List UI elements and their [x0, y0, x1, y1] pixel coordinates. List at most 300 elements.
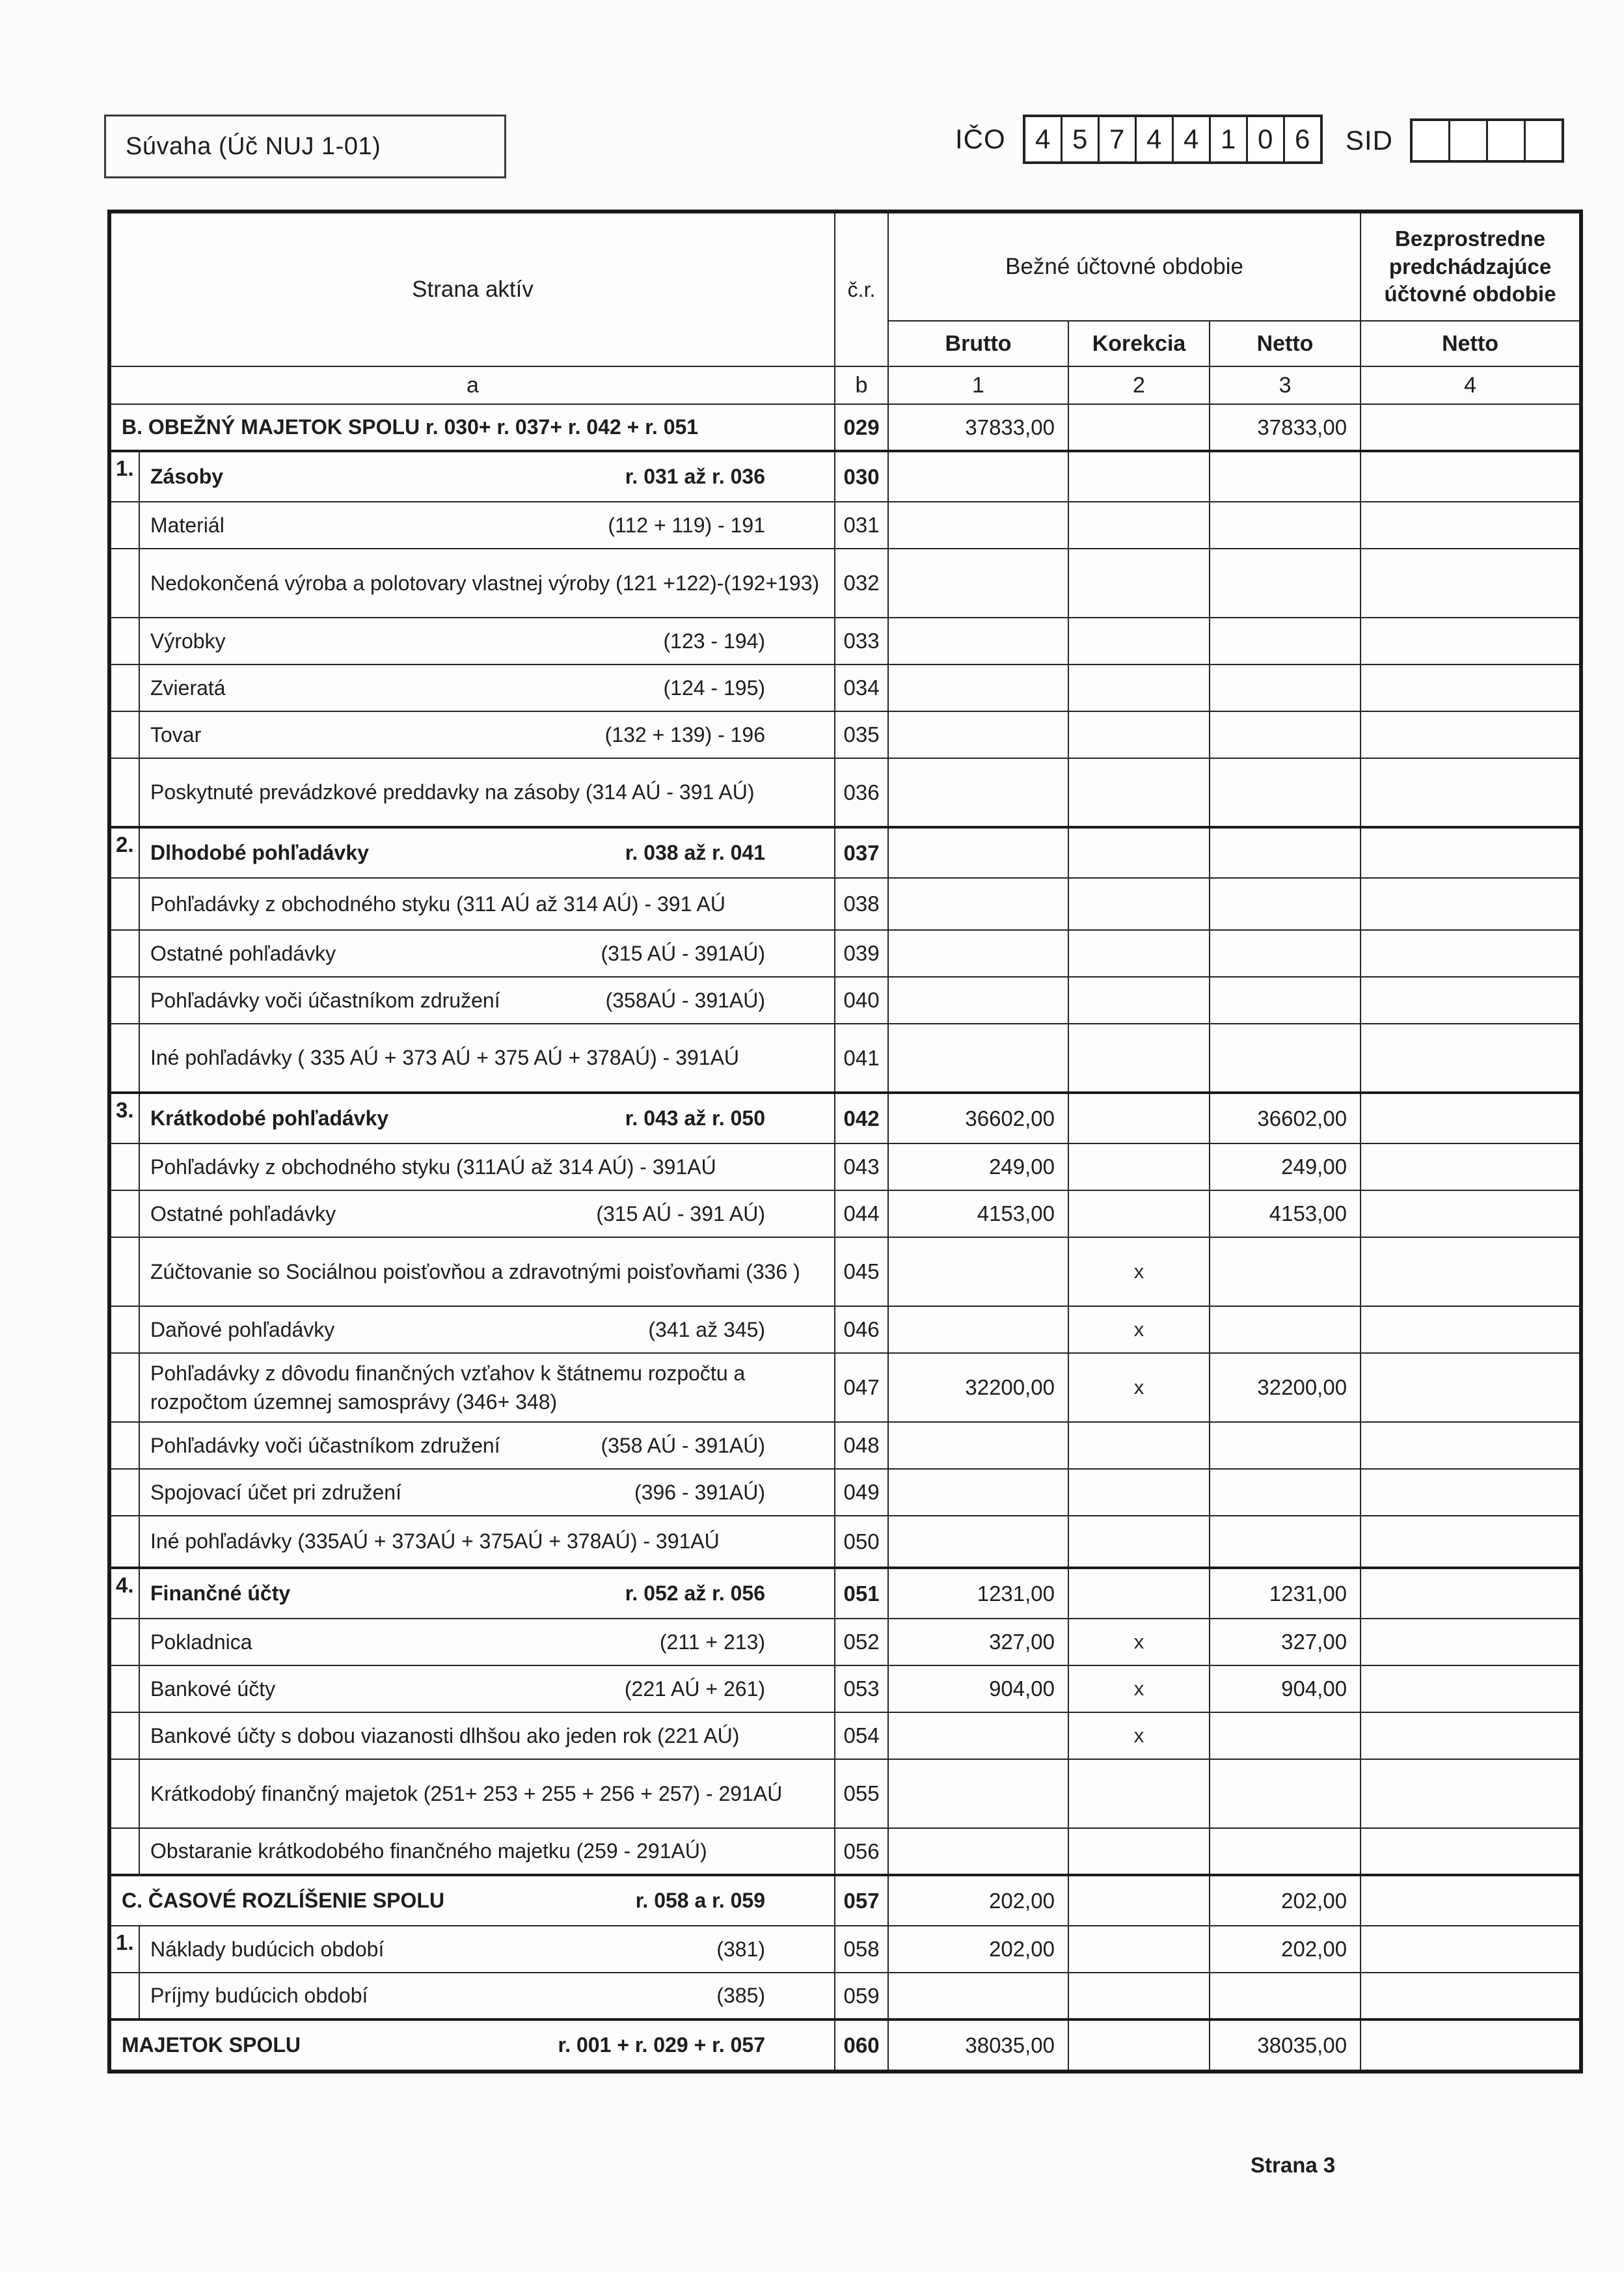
cell-netto-prev: [1360, 758, 1581, 827]
row-number: 049: [835, 1469, 888, 1516]
cell-netto: [1210, 977, 1360, 1024]
table-row: [109, 502, 1581, 549]
cell-korekcia: [1068, 1759, 1210, 1828]
row-label-flex: [150, 1779, 828, 1808]
row-group-number: [109, 1353, 139, 1422]
row-label: Zásoby: [150, 465, 224, 489]
cell-netto: 1231,00: [1210, 1568, 1360, 1619]
row-label-cell: [139, 1024, 835, 1093]
row-label-flex: [122, 413, 828, 441]
row-label-flex: [150, 838, 828, 867]
cell-netto: 249,00: [1210, 1143, 1360, 1190]
row-label-flex: [150, 1104, 828, 1132]
cell-netto: 202,00: [1210, 1926, 1360, 1973]
row-number: 047: [835, 1353, 888, 1422]
row-group-number: [109, 502, 139, 549]
cell-netto: [1210, 451, 1360, 502]
cell-netto-prev: [1360, 711, 1581, 758]
row-label-cell: [139, 827, 835, 878]
row-number: 035: [835, 711, 888, 758]
row-label-flex: [150, 939, 828, 968]
row-label-flex: [150, 1153, 828, 1181]
row-label-cell: [139, 664, 835, 711]
row-label-cell: [109, 1875, 835, 1926]
cell-netto: [1210, 1306, 1360, 1353]
row-group-number: [109, 1973, 139, 2019]
cell-brutto: [888, 1306, 1068, 1353]
cell-korekcia: [1068, 404, 1210, 451]
cell-netto: [1210, 711, 1360, 758]
row-number: 055: [835, 1759, 888, 1828]
row-label-cell: [139, 1237, 835, 1306]
row-label-cell: [139, 711, 835, 758]
ico-digit-cell: 0: [1246, 117, 1283, 161]
header-cr: č.r.: [835, 212, 888, 366]
cell-korekcia: [1068, 1516, 1210, 1568]
row-label-flex: [150, 1935, 828, 1964]
row-label-cell: [139, 1619, 835, 1665]
row-label: Materiál: [150, 513, 224, 537]
table-row: [109, 1926, 1581, 1973]
row-label-flex: [150, 1837, 828, 1865]
sid-digit-cell: [1413, 121, 1448, 160]
row-label-cell: [139, 930, 835, 977]
table-row: [109, 1353, 1581, 1422]
row-label-cell: [139, 618, 835, 664]
row-group-number: [109, 758, 139, 827]
row-group-number: [109, 1712, 139, 1759]
table-row: [109, 758, 1581, 827]
row-label-flex: [150, 720, 828, 749]
row-group-number: [109, 1024, 139, 1093]
ico-label: IČO: [955, 124, 1006, 154]
row-label: Náklady budúcich období: [150, 1937, 385, 1961]
cell-brutto: [888, 1973, 1068, 2019]
row-number: 059: [835, 1973, 888, 2019]
cell-netto: 32200,00: [1210, 1353, 1360, 1422]
sid-boxes: [1410, 118, 1564, 163]
cell-netto-prev: [1360, 1568, 1581, 1619]
table-row: [109, 1875, 1581, 1926]
cell-brutto: [888, 827, 1068, 878]
row-formula: (315 AÚ - 391 AÚ): [596, 1201, 766, 1225]
cell-netto: [1210, 1759, 1360, 1828]
row-number: 045: [835, 1237, 888, 1306]
row-label: Výrobky: [150, 629, 226, 653]
cell-netto: [1210, 1422, 1360, 1469]
row-label-flex: [150, 1981, 828, 2010]
table-row: [109, 1024, 1581, 1093]
cell-netto-prev: [1360, 618, 1581, 664]
header-strana-aktiv: Strana aktív: [109, 212, 835, 366]
row-formula: r. 038 až r. 041: [625, 841, 766, 864]
table-row: [109, 1143, 1581, 1190]
cell-korekcia: [1068, 549, 1210, 618]
cell-netto: [1210, 549, 1360, 618]
row-number: 060: [835, 2019, 888, 2072]
row-label-flex: [150, 778, 828, 806]
cell-brutto: [888, 1712, 1068, 1759]
row-label-cell: [139, 1973, 835, 2019]
row-group-number: [109, 1469, 139, 1516]
cell-netto-prev: [1360, 1926, 1581, 1973]
cell-netto-prev: [1360, 1306, 1581, 1353]
sid-label: SID: [1346, 125, 1394, 156]
col-letter-b: b: [835, 366, 888, 404]
row-group-number: [109, 1516, 139, 1568]
table-row: [109, 1619, 1581, 1665]
row-label-flex: [150, 1431, 828, 1460]
row-label-cell: [139, 1926, 835, 1973]
cell-brutto: [888, 930, 1068, 977]
table-row: [109, 1759, 1581, 1828]
cell-netto: [1210, 1237, 1360, 1306]
row-label: Príjmy budúcich období: [150, 1984, 368, 2008]
row-number: 032: [835, 549, 888, 618]
row-formula: r. 043 až r. 050: [625, 1106, 766, 1130]
sid-digit-cell: [1524, 121, 1562, 160]
cell-brutto: [888, 664, 1068, 711]
header-predchadzajuce-obdobie: Bezprostredne predchádzajúce účtovné obdobie: [1360, 212, 1581, 321]
row-formula: (132 + 139) - 196: [604, 722, 766, 746]
row-number: 054: [835, 1712, 888, 1759]
table-row: [109, 404, 1581, 451]
row-label-flex: [150, 890, 828, 918]
row-formula: r. 058 a r. 059: [635, 1889, 766, 1912]
row-number: 042: [835, 1093, 888, 1143]
cell-korekcia: [1068, 1926, 1210, 1973]
cell-brutto: 904,00: [888, 1665, 1068, 1712]
row-number: 037: [835, 827, 888, 878]
row-number: 051: [835, 1568, 888, 1619]
row-label-flex: [150, 1527, 828, 1555]
row-number: 031: [835, 502, 888, 549]
table-row: [109, 549, 1581, 618]
balance-table-body: [109, 404, 1581, 2072]
row-label: Pohľadávky z dôvodu finančných vzťahov k štátnemu rozpočtu a rozpočtom územnej samosprávy (346+ 348): [150, 1361, 746, 1414]
row-label-flex: [150, 1315, 828, 1344]
row-formula: (112 + 119) - 191: [608, 513, 766, 537]
cell-netto: [1210, 930, 1360, 977]
cell-brutto: 202,00: [888, 1926, 1068, 1973]
cell-brutto: 327,00: [888, 1619, 1068, 1665]
cell-korekcia: x: [1068, 1712, 1210, 1759]
table-row: [109, 1469, 1581, 1516]
ico-boxes: [1023, 115, 1323, 164]
table-row: [109, 1190, 1581, 1237]
cell-korekcia: x: [1068, 1306, 1210, 1353]
row-label: Pohľadávky voči účastníkom združení: [150, 988, 500, 1012]
row-formula: (211 + 213): [659, 1630, 766, 1654]
cell-netto-prev: [1360, 1190, 1581, 1237]
cell-netto: 202,00: [1210, 1875, 1360, 1926]
row-label: Pohľadávky voči účastníkom združení: [150, 1433, 500, 1457]
cell-korekcia: x: [1068, 1619, 1210, 1665]
cell-korekcia: [1068, 502, 1210, 549]
row-label: Spojovací účet pri združení: [150, 1480, 401, 1504]
table-row: [109, 1973, 1581, 2019]
header-netto: Netto: [1210, 321, 1360, 366]
row-label-flex: [122, 1886, 828, 1915]
cell-netto-prev: [1360, 1759, 1581, 1828]
cell-brutto: 4153,00: [888, 1190, 1068, 1237]
ico-digit-cell: 5: [1061, 117, 1098, 161]
table-row: [109, 1712, 1581, 1759]
row-number: 048: [835, 1422, 888, 1469]
row-label: MAJETOK SPOLU: [122, 2033, 301, 2057]
header-brutto: Brutto: [888, 321, 1068, 366]
cell-brutto: 249,00: [888, 1143, 1068, 1190]
cell-netto-prev: [1360, 1469, 1581, 1516]
row-number: 043: [835, 1143, 888, 1190]
row-number: 041: [835, 1024, 888, 1093]
cell-korekcia: [1068, 930, 1210, 977]
cell-korekcia: x: [1068, 1237, 1210, 1306]
row-label: Poskytnuté prevádzkové preddavky na zásoby (314 AÚ - 391 AÚ): [150, 780, 755, 804]
cell-netto-prev: [1360, 451, 1581, 502]
row-number: 033: [835, 618, 888, 664]
table-row: [109, 1422, 1581, 1469]
table-row: [109, 1828, 1581, 1875]
cell-netto-prev: [1360, 404, 1581, 451]
cell-korekcia: [1068, 758, 1210, 827]
row-group-number: [109, 664, 139, 711]
row-group-number: [109, 1828, 139, 1875]
table-row: [109, 1237, 1581, 1306]
row-number: 056: [835, 1828, 888, 1875]
row-group-number: 1.: [109, 451, 139, 502]
ico-group: [955, 115, 1323, 164]
row-formula: (315 AÚ - 391AÚ): [601, 941, 766, 965]
cell-brutto: 1231,00: [888, 1568, 1068, 1619]
row-label-cell: [139, 1759, 835, 1828]
ico-digit-cell: 1: [1209, 117, 1246, 161]
row-label: Pohľadávky z obchodného styku (311AÚ až 314 AÚ) - 391AÚ: [150, 1155, 716, 1179]
cell-netto-prev: [1360, 1516, 1581, 1568]
row-label: Ostatné pohľadávky: [150, 941, 336, 965]
cell-netto: [1210, 1828, 1360, 1875]
row-group-number: [109, 711, 139, 758]
cell-korekcia: [1068, 1093, 1210, 1143]
cell-korekcia: [1068, 451, 1210, 502]
ico-digit-cell: 4: [1172, 117, 1209, 161]
cell-netto: [1210, 1469, 1360, 1516]
row-label-flex: [150, 674, 828, 702]
row-number: 050: [835, 1516, 888, 1568]
cell-netto-prev: [1360, 1093, 1581, 1143]
cell-netto-prev: [1360, 2019, 1581, 2072]
cell-netto-prev: [1360, 930, 1581, 977]
cell-netto-prev: [1360, 1143, 1581, 1190]
row-label: Tovar: [150, 722, 202, 746]
row-formula: (381): [716, 1937, 766, 1961]
row-label: Finančné účty: [150, 1581, 291, 1606]
cell-brutto: [888, 1828, 1068, 1875]
row-label-cell: [139, 1190, 835, 1237]
cell-korekcia: [1068, 1422, 1210, 1469]
row-group-number: [109, 1422, 139, 1469]
cell-brutto: [888, 977, 1068, 1024]
header-row-letters: [109, 366, 1581, 404]
cell-netto-prev: [1360, 1712, 1581, 1759]
row-number: 052: [835, 1619, 888, 1665]
row-group-number: [109, 618, 139, 664]
cell-netto: [1210, 618, 1360, 664]
row-label: Daňové pohľadávky: [150, 1317, 335, 1341]
cell-korekcia: [1068, 1024, 1210, 1093]
row-group-number: [109, 1143, 139, 1190]
cell-korekcia: [1068, 664, 1210, 711]
row-label-cell: [139, 1665, 835, 1712]
row-label-cell: [139, 878, 835, 930]
cell-brutto: [888, 1516, 1068, 1568]
row-formula: (358AÚ - 391AÚ): [605, 988, 766, 1012]
cell-korekcia: [1068, 1190, 1210, 1237]
cell-netto-prev: [1360, 549, 1581, 618]
row-group-number: [109, 878, 139, 930]
form-title-box: [104, 115, 506, 178]
row-label-cell: [139, 1516, 835, 1568]
row-label: Iné pohľadávky (335AÚ + 373AÚ + 375AÚ + 378AÚ) - 391AÚ: [150, 1529, 720, 1553]
cell-korekcia: [1068, 1469, 1210, 1516]
cell-netto: 38035,00: [1210, 2019, 1360, 2072]
cell-korekcia: x: [1068, 1665, 1210, 1712]
cell-brutto: [888, 451, 1068, 502]
sid-digit-cell: [1448, 121, 1486, 160]
row-label-cell: [139, 977, 835, 1024]
cell-netto-prev: [1360, 502, 1581, 549]
sid-digit-cell: [1486, 121, 1524, 160]
table-row: [109, 2019, 1581, 2072]
row-group-number: [109, 1759, 139, 1828]
row-label-flex: [150, 1043, 828, 1072]
table-row: [109, 930, 1581, 977]
header-netto-prev: Netto: [1360, 321, 1581, 366]
row-number: 030: [835, 451, 888, 502]
table-row: [109, 1568, 1581, 1619]
row-group-number: [109, 549, 139, 618]
cell-netto-prev: [1360, 878, 1581, 930]
row-label-flex: [150, 462, 828, 491]
cell-netto-prev: [1360, 1353, 1581, 1422]
header-row-1: [109, 212, 1581, 321]
cell-brutto: [888, 1469, 1068, 1516]
row-label-cell: [139, 1828, 835, 1875]
cell-netto-prev: [1360, 1875, 1581, 1926]
row-label-flex: [150, 1579, 828, 1608]
header-bezne-obdobie: Bežné účtovné obdobie: [888, 212, 1360, 321]
ico-digit-cell: 4: [1035, 124, 1051, 154]
row-number: 046: [835, 1306, 888, 1353]
col-letter-1: 1: [888, 366, 1068, 404]
row-label-cell: [139, 1712, 835, 1759]
row-group-number: [109, 977, 139, 1024]
row-label: Krátkodobé pohľadávky: [150, 1106, 389, 1130]
page-number: Strana 3: [1251, 2153, 1336, 2177]
row-formula: (396 - 391AÚ): [634, 1480, 766, 1504]
cell-brutto: [888, 1237, 1068, 1306]
cell-netto: [1210, 878, 1360, 930]
row-number: 036: [835, 758, 888, 827]
cell-brutto: [888, 1024, 1068, 1093]
table-row: [109, 1093, 1581, 1143]
row-number: 057: [835, 1875, 888, 1926]
cell-netto-prev: [1360, 1237, 1581, 1306]
cell-netto: [1210, 1973, 1360, 2019]
row-label: Pohľadávky z obchodného styku (311 AÚ až 314 AÚ) - 391 AÚ: [150, 892, 725, 916]
row-label: Zúčtovanie so Sociálnou poisťovňou a zdravotnými poisťovňami (336 ): [150, 1259, 800, 1283]
cell-korekcia: [1068, 1568, 1210, 1619]
row-number: 038: [835, 878, 888, 930]
row-label-cell: [139, 1568, 835, 1619]
cell-korekcia: [1068, 2019, 1210, 2072]
cell-korekcia: [1068, 1973, 1210, 2019]
col-letter-2: 2: [1068, 366, 1210, 404]
cell-netto-prev: [1360, 1422, 1581, 1469]
cell-brutto: 32200,00: [888, 1353, 1068, 1422]
table-row: [109, 1516, 1581, 1568]
cell-netto-prev: [1360, 1619, 1581, 1665]
form-title: Súvaha (Úč NUJ 1-01): [126, 132, 381, 160]
row-label-cell: [139, 1306, 835, 1353]
cell-brutto: [888, 1422, 1068, 1469]
row-label-flex: [150, 1478, 828, 1507]
row-number: 040: [835, 977, 888, 1024]
row-label-cell: [139, 1469, 835, 1516]
row-label-cell: [139, 549, 835, 618]
cell-brutto: 36602,00: [888, 1093, 1068, 1143]
cell-netto: [1210, 1712, 1360, 1759]
row-group-number: [109, 1619, 139, 1665]
ico-digit-cell: 4: [1135, 117, 1172, 161]
row-number: 058: [835, 1926, 888, 1973]
table-row: [109, 711, 1581, 758]
cell-netto-prev: [1360, 664, 1581, 711]
col-letter-4: 4: [1360, 366, 1581, 404]
cell-korekcia: [1068, 977, 1210, 1024]
row-formula: r. 001 + r. 029 + r. 057: [558, 2033, 766, 2057]
col-letter-3: 3: [1210, 366, 1360, 404]
cell-netto: [1210, 1024, 1360, 1093]
row-label-flex: [150, 1675, 828, 1703]
sid-group: [1346, 118, 1564, 163]
row-label-cell: [139, 758, 835, 827]
cell-brutto: [888, 878, 1068, 930]
ico-digit-cell: 6: [1283, 117, 1320, 161]
row-formula: (341 až 345): [648, 1317, 766, 1341]
row-number: 039: [835, 930, 888, 977]
table-row: [109, 878, 1581, 930]
row-label: Obstaranie krátkodobého finančného majetku (259 - 291AÚ): [150, 1839, 707, 1863]
row-formula: r. 052 až r. 056: [625, 1581, 766, 1605]
row-label-flex: [122, 2031, 828, 2059]
cell-netto-prev: [1360, 1665, 1581, 1712]
row-label: Nedokončená výroba a polotovary vlastnej výroby (121 +122)-(192+193): [150, 571, 820, 595]
row-number: 053: [835, 1665, 888, 1712]
row-formula: (221 AÚ + 261): [624, 1677, 766, 1701]
row-formula: (124 - 195): [663, 676, 766, 700]
table-row: [109, 1306, 1581, 1353]
row-label-flex: [150, 1628, 828, 1656]
row-label-cell: [139, 1422, 835, 1469]
cell-brutto: [888, 1759, 1068, 1828]
cell-netto-prev: [1360, 827, 1581, 878]
row-group-number: [109, 1237, 139, 1306]
row-label: C. ČASOVÉ ROZLÍŠENIE SPOLU: [122, 1889, 445, 1913]
row-group-number: [109, 1190, 139, 1237]
cell-brutto: [888, 711, 1068, 758]
cell-netto: 904,00: [1210, 1665, 1360, 1712]
